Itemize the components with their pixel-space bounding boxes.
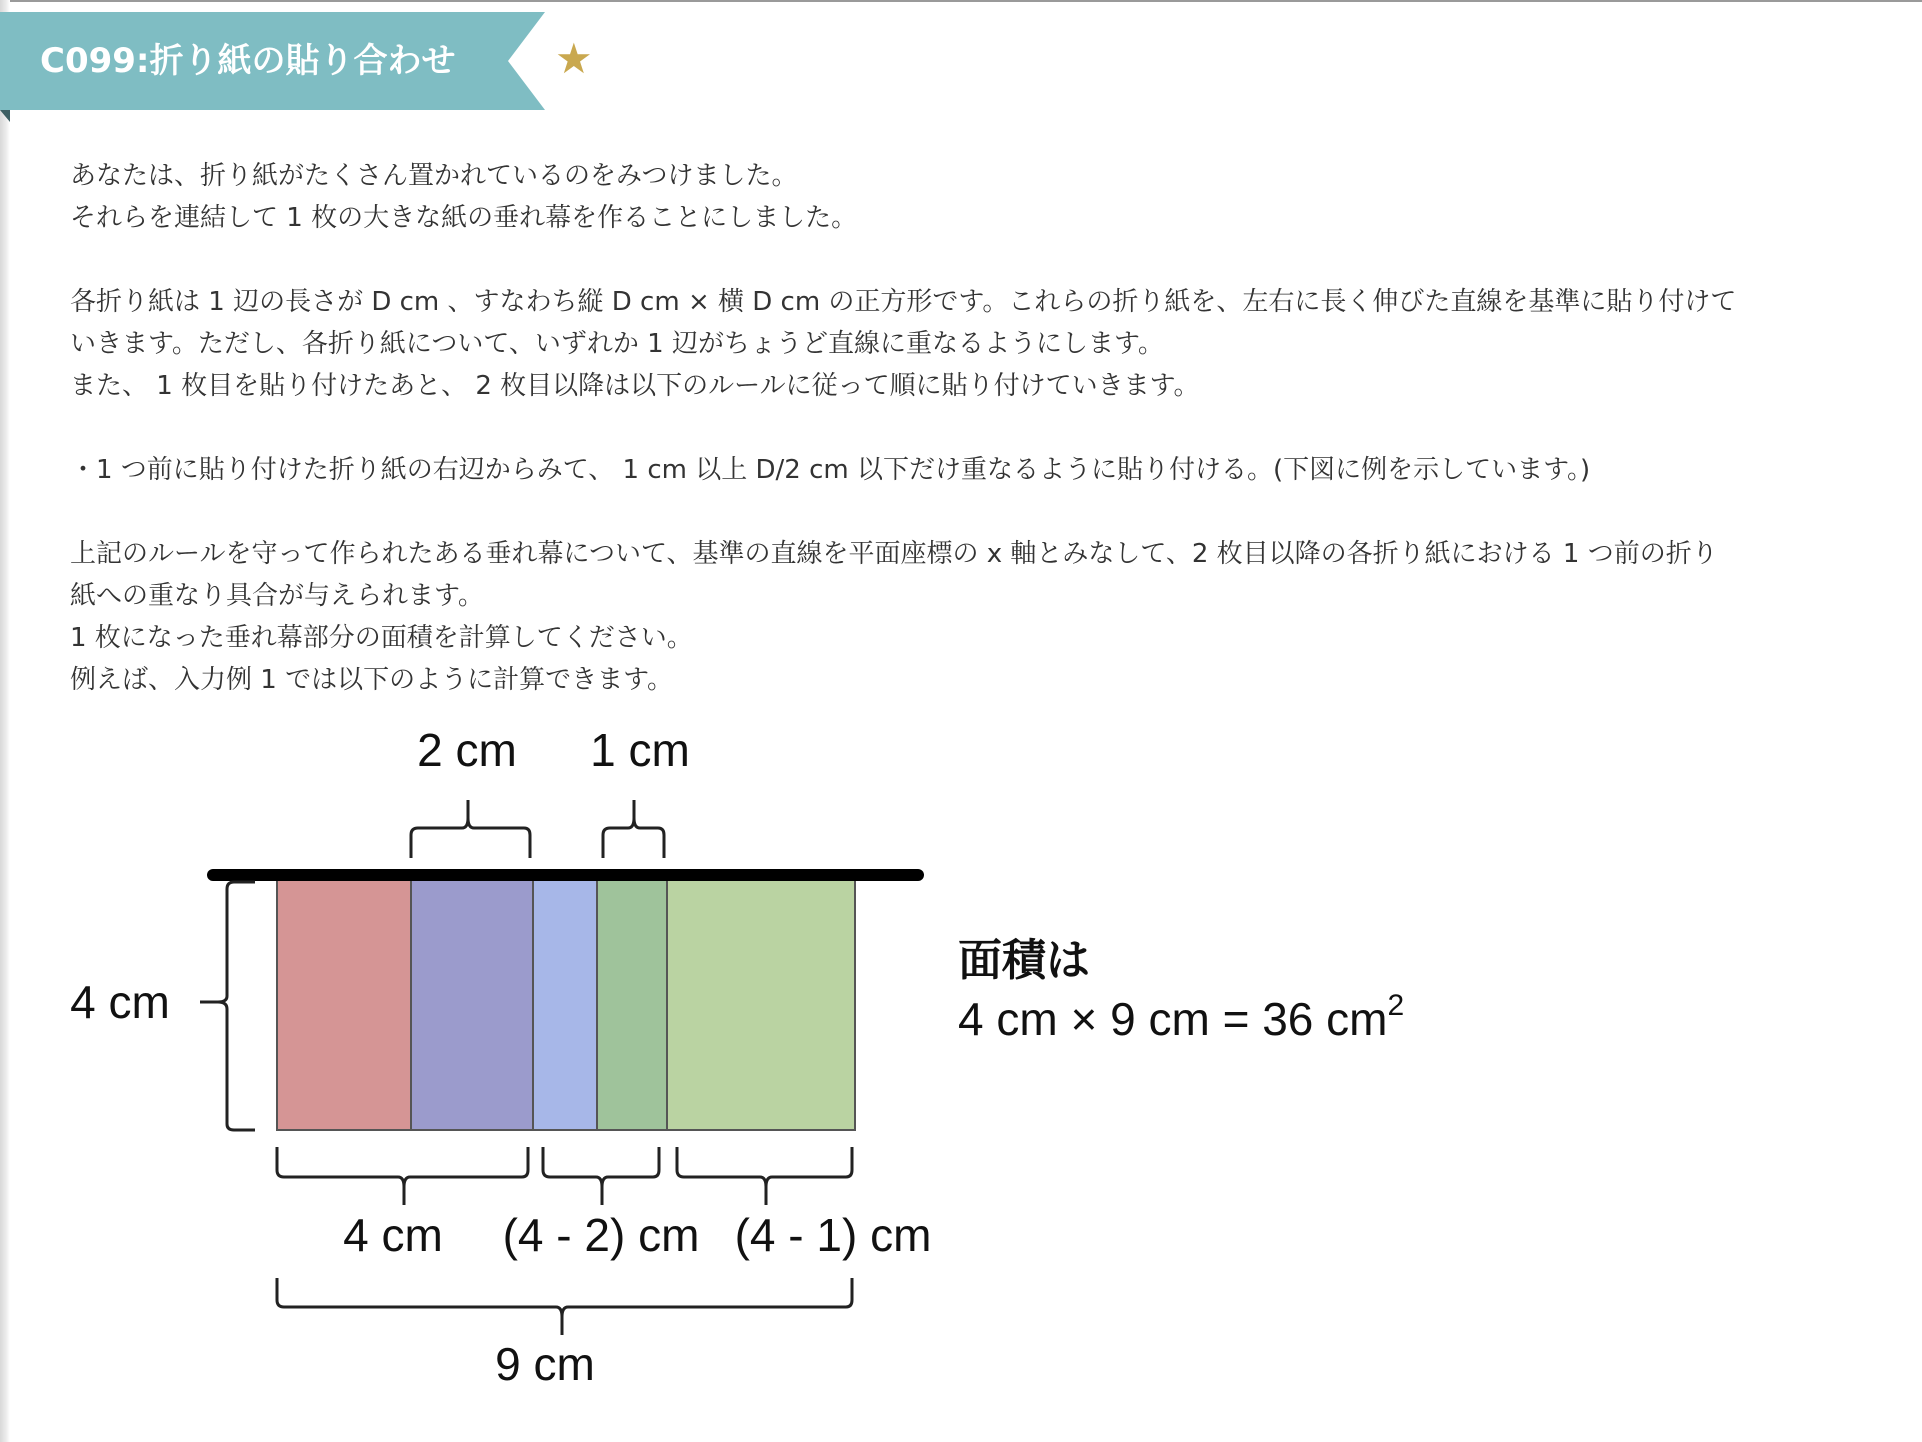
overlap-brace-1cm [603, 800, 664, 858]
paragraph-line: 上記のルールを守って作られたある垂れ幕について、基準の直線を平面座標の x 軸とみなして、2 枚目以降の各折り紙における 1 つ前の折り [70, 539, 1718, 569]
paper-1 [277, 875, 411, 1130]
page-title: C099:折り紙の貼り合わせ [40, 41, 456, 81]
rule-line: ・1 つ前に貼り付けた折り紙の右辺からみて、 1 cm 以上 D/2 cm 以下だけ重なるように貼り付ける。(下図に例を示しています。) [70, 455, 1591, 485]
overlap-brace-2cm [411, 800, 530, 858]
paragraph-line: いきます。ただし、各折り紙について、いずれか 1 辺がちょうど直線に重なるようにします。 [70, 329, 1164, 359]
segment-brace-1 [277, 1147, 528, 1205]
paper-3 [533, 875, 597, 1130]
paragraph-line: 各折り紙は 1 辺の長さが D cm 、すなわち縦 D cm × 横 D cm の正方形です。これらの折り紙を、左右に長く伸びた直線を基準に貼り付けて [70, 287, 1737, 317]
paper-rects [277, 875, 855, 1130]
star-icon[interactable]: ★ [555, 34, 593, 83]
paragraph-line: 例えば、入力例 1 では以下のように計算できます。 [70, 665, 673, 695]
segment-label-2: (4 - 2) cm [502, 1209, 700, 1261]
paper-2 [411, 875, 533, 1130]
segment-label-3: (4 - 1) cm [734, 1209, 932, 1261]
area-formula [958, 989, 1404, 1045]
segment-brace-2 [543, 1147, 659, 1205]
paragraph-line: 紙への重なり具合が与えられます。 [70, 581, 484, 611]
paragraph-line: 1 枚になった垂れ幕部分の面積を計算してください。 [70, 623, 693, 653]
area-exponent: 2 [1387, 989, 1405, 1022]
overlap-label-1cm: 1 cm [590, 724, 690, 776]
paper-4 [597, 875, 667, 1130]
total-label: 9 cm [495, 1338, 595, 1390]
segment-brace-3 [677, 1147, 852, 1205]
paragraph-line: あなたは、折り紙がたくさん置かれているのをみつけました。 [70, 161, 798, 191]
example-figure [0, 700, 1500, 1400]
problem-statement [70, 155, 1870, 701]
paragraph-line: それらを連結して 1 枚の大きな紙の垂れ幕を作ることにしました。 [70, 203, 858, 233]
paragraph-line: また、 1 枚目を貼り付けたあと、 2 枚目以降は以下のルールに従って順に貼り付けていきます。 [70, 371, 1200, 401]
height-brace [200, 882, 255, 1130]
total-brace [277, 1278, 852, 1335]
segment-label-1: 4 cm [343, 1209, 443, 1261]
paper-5 [667, 875, 855, 1130]
top-rule [0, 0, 1922, 2]
title-ribbon [0, 12, 548, 110]
height-label: 4 cm [70, 976, 170, 1028]
overlap-label-2cm: 2 cm [417, 724, 517, 776]
area-title: 面積は [958, 936, 1090, 985]
area-formula-text: 4 cm × 9 cm = 36 cm [958, 993, 1388, 1045]
